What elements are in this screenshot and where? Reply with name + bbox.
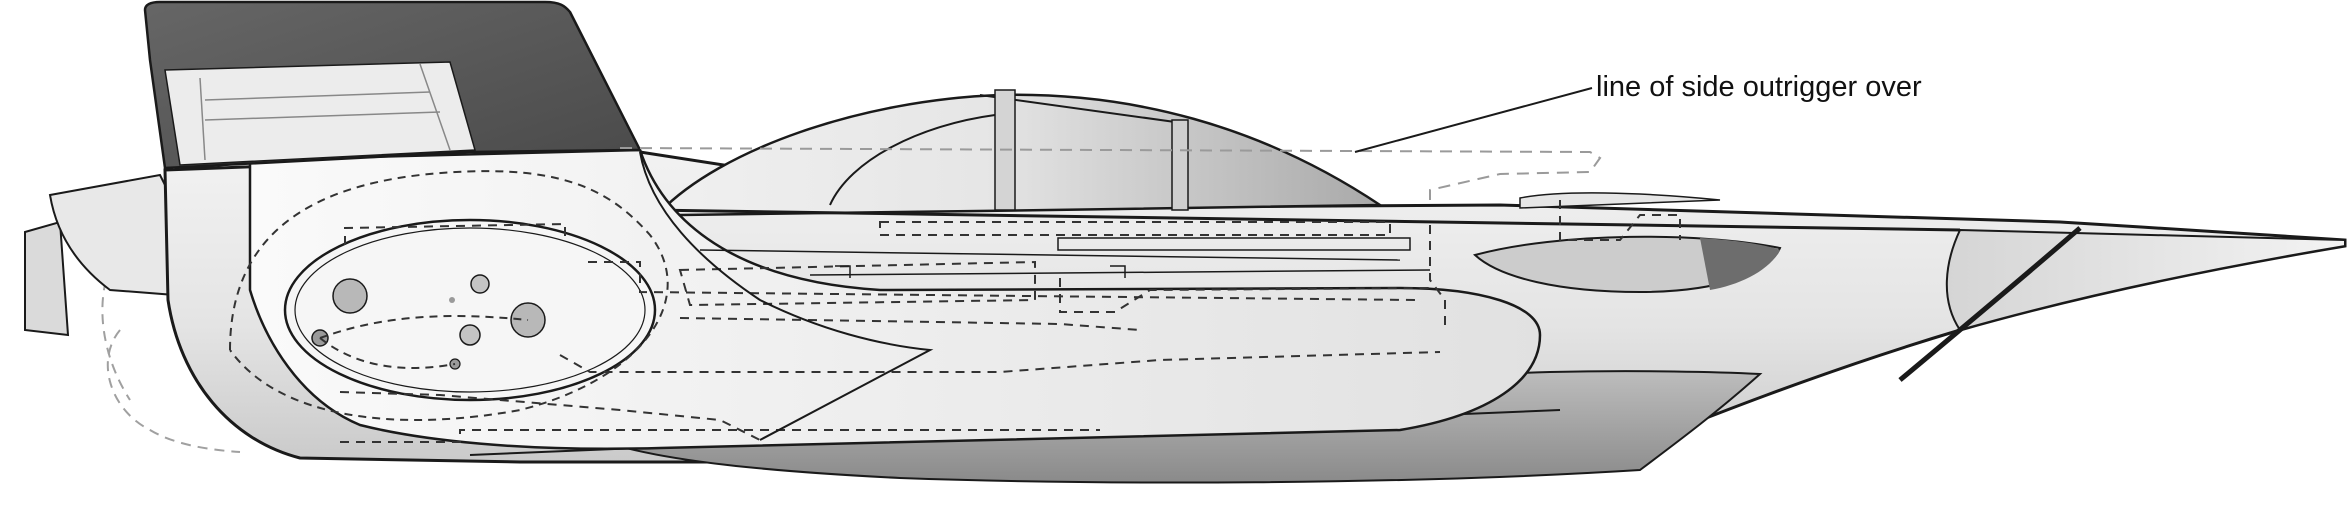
fastener-hole-medium-2 xyxy=(460,325,480,345)
rear-nacelle xyxy=(25,222,68,335)
rear-lower-blade xyxy=(50,175,175,295)
annotation-leader-line xyxy=(1355,88,1592,152)
tail-fin-inner-panel xyxy=(165,62,475,165)
outrigger-top-fin xyxy=(1520,193,1720,208)
nose-cone xyxy=(1947,230,2345,330)
canopy-pillar-rear xyxy=(1172,120,1188,210)
annotation-outrigger-label: line of side outrigger over xyxy=(1596,71,1922,103)
fastener-hole-medium xyxy=(471,275,489,293)
canopy xyxy=(660,95,1380,215)
fastener-hole-tiny xyxy=(449,297,455,303)
fastener-hole-large-left xyxy=(333,279,367,313)
